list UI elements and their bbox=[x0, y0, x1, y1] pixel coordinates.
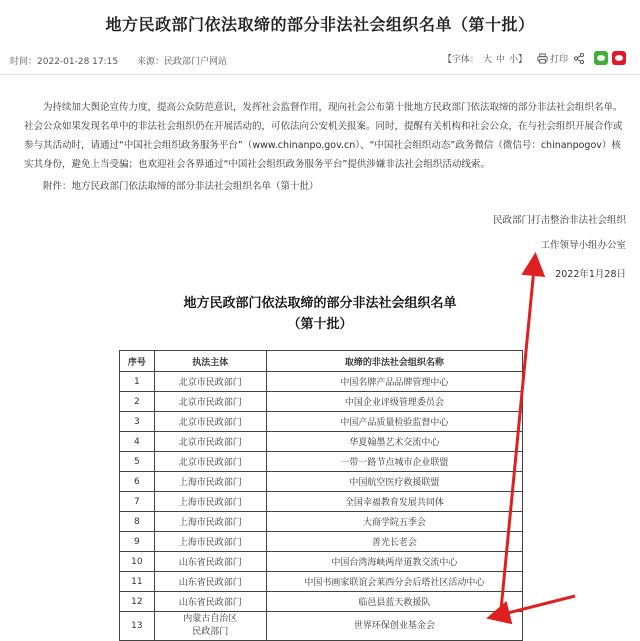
row-org-name: 全国幸福教育发展共同体 bbox=[266, 492, 522, 512]
row-org-name: 华夏翰墨艺术交流中心 bbox=[266, 432, 522, 452]
row-no: 4 bbox=[120, 432, 155, 452]
row-no: 11 bbox=[120, 572, 155, 592]
row-org-name: 中国书画家联谊会莱西分会后塔社区活动中心 bbox=[266, 572, 522, 592]
signature-line-1: 民政部门打击整治非法社会组织 bbox=[492, 215, 626, 226]
signature-line-2: 工作领导小组办公室 bbox=[540, 240, 626, 251]
table-row bbox=[120, 512, 523, 532]
table-row bbox=[120, 392, 523, 412]
table-row bbox=[120, 612, 523, 641]
list-subtitle: （第十批） bbox=[287, 317, 353, 332]
share-icon[interactable] bbox=[574, 53, 584, 64]
row-agency: 上海市民政部门 bbox=[154, 472, 266, 492]
table-row bbox=[120, 532, 523, 552]
row-agency: 山东省民政部门 bbox=[154, 552, 266, 572]
font-size-label: 【字体： bbox=[442, 54, 479, 65]
publish-time-label: 时间： bbox=[10, 57, 38, 67]
row-org-name: 中国企业评级管理委员会 bbox=[266, 392, 522, 412]
table-row bbox=[120, 552, 523, 572]
print-label: 打印 bbox=[549, 54, 568, 65]
signature-date: 2022年1月28日 bbox=[555, 269, 626, 280]
font-size-medium-button[interactable]: 中 bbox=[495, 54, 505, 65]
row-no: 2 bbox=[120, 392, 155, 412]
article-paragraph: 为持续加大舆论宣传力度，提高公众防范意识，发挥社会监督作用，现向社会公布第十批地方民政部门依法取缔的部分非法社会组织名单。社会公众如果发现名单中的非法社会组织仍在开展活动的，可依法向公安机关报案。同时，提醒有关机构和社会公众，在与社会组织开展合作或参与其活动时，请通过“中国社会组织政务服务平台”（www.chinanpo.gov.cn）、“中国社会组织动态”政务微信（微信号：chinanpogov）核实其身份，避免上当受骗；也欢迎社会各界通过“中国社会组织政务服务平台”提供涉嫌非法社会组织活动线索。 bbox=[24, 102, 623, 170]
table-row bbox=[120, 572, 523, 592]
table-row bbox=[120, 372, 523, 392]
page-title: 地方民政部门依法取缔的部分非法社会组织名单（第十批） bbox=[105, 15, 535, 34]
row-org-name: 世界环保创业基金会 bbox=[266, 612, 522, 641]
row-org-name: 中国航空医疗救援联盟 bbox=[266, 472, 522, 492]
table-header-row bbox=[120, 351, 523, 372]
row-no: 5 bbox=[120, 452, 155, 472]
printer-icon bbox=[537, 53, 548, 64]
row-org-name: 中国台湾海峡两岸道教交流中心 bbox=[266, 552, 522, 572]
row-agency: 上海市民政部门 bbox=[154, 512, 266, 532]
row-no: 6 bbox=[120, 472, 155, 492]
print-button[interactable] bbox=[537, 52, 568, 65]
row-agency bbox=[154, 612, 266, 641]
row-agency: 北京市民政部门 bbox=[154, 412, 266, 432]
row-no: 7 bbox=[120, 492, 155, 512]
row-agency: 北京市民政部门 bbox=[154, 372, 266, 392]
illegal-org-table bbox=[119, 350, 523, 641]
row-no: 3 bbox=[120, 412, 155, 432]
article-source bbox=[137, 57, 235, 67]
font-size-large-button[interactable]: 大 bbox=[482, 54, 492, 65]
table-row bbox=[120, 492, 523, 512]
table-row bbox=[120, 412, 523, 432]
row-agency: 北京市民政部门 bbox=[154, 452, 266, 472]
row-agency: 山东省民政部门 bbox=[154, 572, 266, 592]
header-agency: 执法主体 bbox=[154, 351, 266, 372]
table-row bbox=[120, 592, 523, 612]
row-org-name: 善光长老会 bbox=[266, 532, 522, 552]
article-meta-info bbox=[10, 54, 243, 67]
row-no: 12 bbox=[120, 592, 155, 612]
header-no: 序号 bbox=[120, 351, 155, 372]
publish-time bbox=[10, 57, 126, 67]
table-row bbox=[120, 452, 523, 472]
row-no: 1 bbox=[120, 372, 155, 392]
article-tools bbox=[443, 51, 626, 65]
row-agency-line-2: 民政部门 bbox=[192, 627, 229, 637]
row-no: 13 bbox=[120, 612, 155, 641]
row-org-name: 临邑县蓝天救援队 bbox=[266, 592, 522, 612]
wechat-share-icon[interactable] bbox=[594, 51, 608, 65]
row-org-name: 大商学院五季会 bbox=[266, 512, 522, 532]
font-size-small-button[interactable]: 小】 bbox=[508, 54, 527, 65]
row-org-name: 一带一路节点城市企业联盟 bbox=[266, 452, 522, 472]
row-agency: 上海市民政部门 bbox=[154, 492, 266, 512]
row-agency-line-1: 内蒙古自治区 bbox=[183, 614, 238, 624]
row-org-name: 中国产品质量检验监督中心 bbox=[266, 412, 522, 432]
row-agency: 山东省民政部门 bbox=[154, 592, 266, 612]
article-source-value: 民政部门户网站 bbox=[164, 57, 228, 67]
row-org-name: 中国名牌产品品牌管理中心 bbox=[266, 372, 522, 392]
row-agency: 北京市民政部门 bbox=[154, 432, 266, 452]
article-source-label: 来源： bbox=[137, 57, 165, 67]
attachment-link[interactable]: 附件：地方民政部门依法取缔的部分非法社会组织名单（第十批） bbox=[43, 181, 319, 192]
row-no: 8 bbox=[120, 512, 155, 532]
row-agency: 上海市民政部门 bbox=[154, 532, 266, 552]
row-no: 9 bbox=[120, 532, 155, 552]
font-size-control bbox=[443, 52, 527, 65]
article-meta-bar bbox=[0, 46, 640, 75]
table-row bbox=[120, 472, 523, 492]
list-title: 地方民政部门依法取缔的部分非法社会组织名单 bbox=[183, 296, 457, 311]
org-table-wrapper bbox=[119, 350, 523, 641]
table-row bbox=[120, 432, 523, 452]
weibo-share-icon[interactable] bbox=[612, 51, 626, 65]
row-no: 10 bbox=[120, 552, 155, 572]
row-agency: 北京市民政部门 bbox=[154, 392, 266, 412]
header-org-name: 取缔的非法社会组织名称 bbox=[266, 351, 522, 372]
publish-time-value: 2022-01-28 17:15 bbox=[37, 57, 119, 67]
